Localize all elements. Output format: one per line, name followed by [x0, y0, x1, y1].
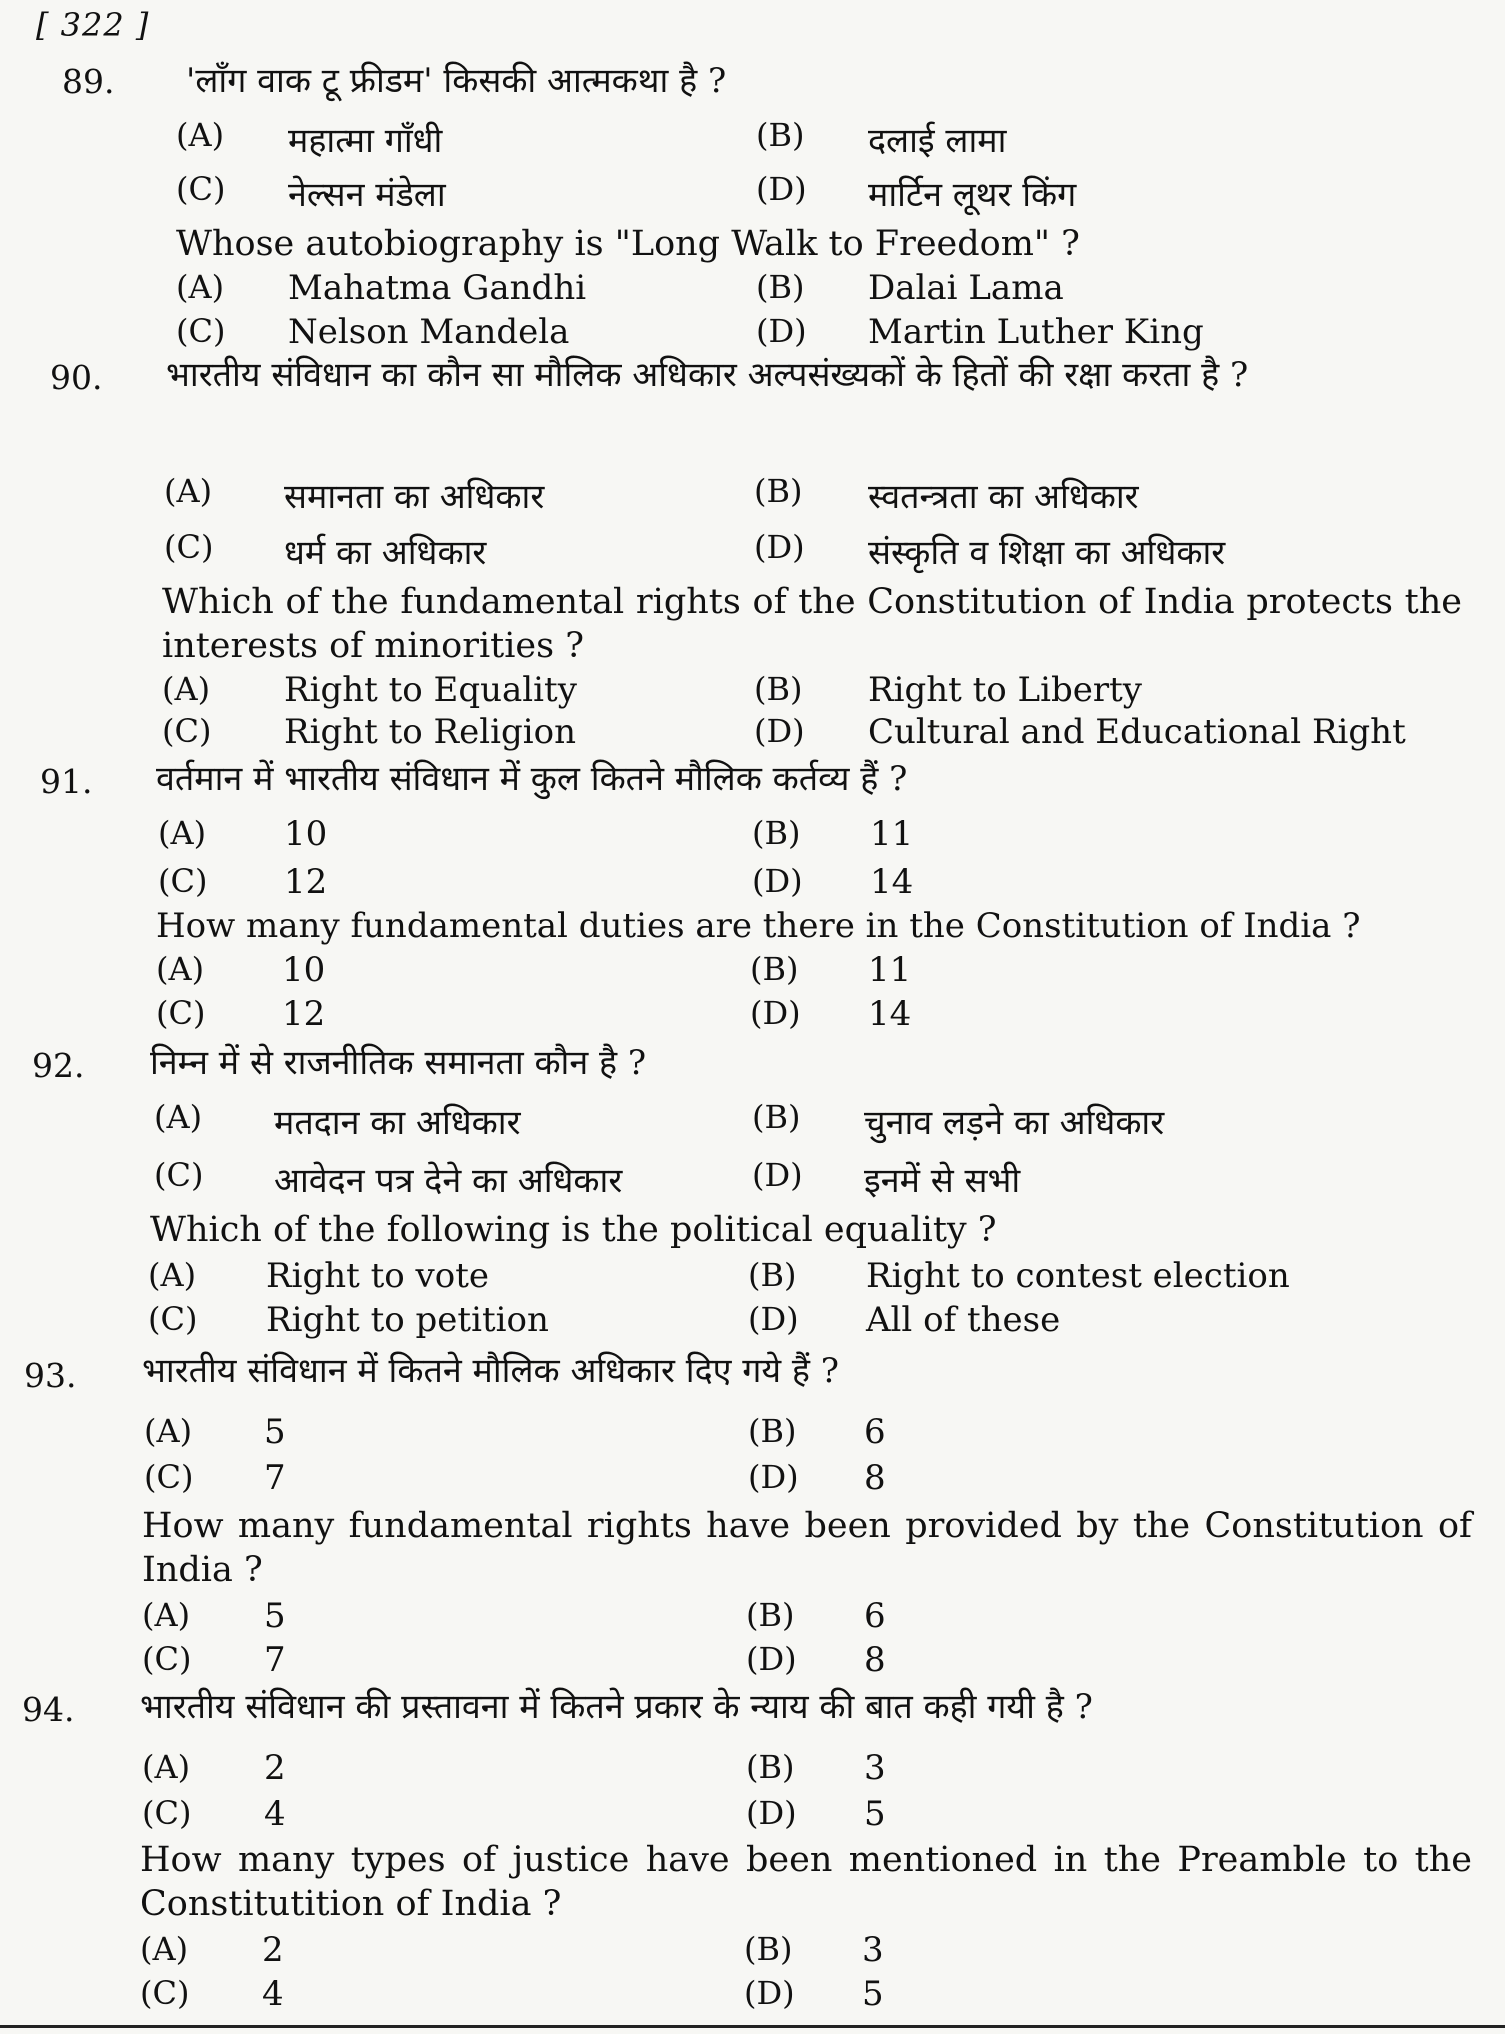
option-label: (B) [754, 472, 803, 510]
english-options-row-2 [148, 1300, 1448, 1344]
option-label: (A) [162, 670, 211, 708]
question-number: 94. [22, 1690, 75, 1729]
option-label: (A) [158, 814, 207, 852]
option-c-text: Nelson Mandela [288, 312, 570, 352]
option-label: (A) [176, 116, 225, 154]
option-a-text: 2 [262, 1930, 284, 1970]
option-c-text: Right to petition [266, 1300, 549, 1340]
option-label: (C) [156, 994, 206, 1032]
option-c-text: 12 [284, 862, 328, 902]
option-c-text: Right to Religion [284, 712, 577, 752]
option-d-text: Cultural and Educational Right [868, 712, 1406, 752]
option-d-text: 14 [868, 994, 912, 1034]
hindi-options-row-1 [176, 116, 1476, 160]
option-label: (C) [140, 1974, 190, 2012]
option-label: (C) [176, 312, 226, 350]
option-label: (C) [148, 1300, 198, 1338]
option-a-text: 5 [264, 1412, 286, 1452]
question-hindi: भारतीय संविधान का कौन सा मौलिक अधिकार अल्पसंख्यकों के हितों की रक्षा करता है ? [166, 355, 1249, 395]
option-label: (D) [756, 170, 807, 208]
option-a-text: महात्मा गाँधी [288, 121, 443, 161]
question-number: 92. [32, 1046, 85, 1085]
option-label: (C) [176, 170, 226, 208]
question-number: 93. [24, 1356, 77, 1395]
option-label: (B) [754, 670, 803, 708]
option-d-text: 8 [864, 1640, 886, 1680]
question-hindi: भारतीय संविधान की प्रस्तावना में कितने प्रकार के न्याय की बात कही गयी है ? [140, 1687, 1093, 1727]
option-label: (A) [140, 1930, 189, 1968]
option-label: (A) [142, 1748, 191, 1786]
english-options-row-2 [176, 312, 1476, 356]
option-d-text: इनमें से सभी [864, 1161, 1021, 1201]
option-label: (A) [164, 472, 213, 510]
option-label: (A) [176, 268, 225, 306]
question-hindi: वर्तमान में भारतीय संविधान में कुल कितने मौलिक कर्तव्य हैं ? [156, 759, 908, 799]
english-options-row-2 [140, 1974, 1440, 2018]
option-label: (C) [154, 1156, 204, 1194]
option-b-text: 6 [864, 1412, 886, 1452]
option-label: (B) [756, 116, 805, 154]
question-english: Which of the fundamental rights of the Constitution of India protects the interests of minorities ? [162, 582, 1462, 666]
option-d-text: संस्कृति व शिक्षा का अधिकार [868, 533, 1226, 573]
option-label: (C) [142, 1794, 192, 1832]
option-label: (D) [744, 1974, 795, 2012]
option-c-text: 7 [264, 1640, 286, 1680]
question-english: Which of the following is the political equality ? [150, 1210, 997, 1250]
hindi-options-row-1 [164, 472, 1464, 516]
option-label: (D) [756, 312, 807, 350]
option-label: (B) [748, 1256, 797, 1294]
option-a-text: Right to Equality [284, 670, 577, 710]
question-number: 89. [62, 62, 115, 101]
option-a-text: Right to vote [266, 1256, 490, 1296]
option-label: (B) [752, 814, 801, 852]
english-options-row-2 [142, 1640, 1442, 1684]
option-label: (B) [744, 1930, 793, 1968]
option-b-text: 3 [864, 1748, 886, 1788]
option-b-text: Dalai Lama [868, 268, 1064, 308]
english-options-row-1 [156, 950, 1456, 994]
english-options-row-1 [140, 1930, 1440, 1974]
option-d-text: 5 [864, 1794, 886, 1834]
option-label: (D) [748, 1300, 799, 1338]
option-label: (C) [142, 1640, 192, 1678]
option-a-text: Mahatma Gandhi [288, 268, 587, 308]
option-c-text: आवेदन पत्र देने का अधिकार [274, 1161, 623, 1201]
hindi-options-row-1 [158, 814, 1458, 858]
question-english: How many fundamental duties are there in the Constitution of India ? [156, 906, 1361, 946]
hindi-options-row-1 [154, 1098, 1454, 1142]
option-b-text: Right to contest election [866, 1256, 1290, 1296]
option-a-text: मतदान का अधिकार [274, 1103, 521, 1143]
option-d-text: 5 [862, 1974, 884, 2014]
option-a-text: समानता का अधिकार [284, 477, 545, 517]
option-b-text: 11 [868, 950, 912, 990]
hindi-options-row-1 [142, 1748, 1442, 1792]
option-a-text: 2 [264, 1748, 286, 1788]
option-d-text: 14 [870, 862, 914, 902]
question-number: 91. [40, 762, 93, 801]
option-b-text: Right to Liberty [868, 670, 1143, 710]
english-options-row-1 [176, 268, 1476, 312]
option-label: (C) [158, 862, 208, 900]
option-b-text: 6 [864, 1596, 886, 1636]
option-label: (D) [754, 528, 805, 566]
question-english: How many fundamental rights have been provided by the Constitution of India ? [142, 1506, 1472, 1590]
hindi-options-row-1 [144, 1412, 1444, 1456]
option-d-text: मार्टिन लूथर किंग [868, 175, 1077, 215]
option-label: (B) [746, 1748, 795, 1786]
english-options-row-2 [156, 994, 1456, 1038]
question-hindi: 'लाँग वाक टू फ्रीडम' किसकी आत्मकथा है ? [186, 61, 727, 101]
option-a-text: 5 [264, 1596, 286, 1636]
option-label: (D) [746, 1794, 797, 1832]
option-c-text: 4 [262, 1974, 284, 2014]
option-d-text: All of these [866, 1300, 1061, 1340]
option-label: (D) [752, 1156, 803, 1194]
english-options-row-2 [162, 712, 1462, 756]
option-label: (B) [752, 1098, 801, 1136]
option-label: (C) [162, 712, 212, 750]
option-a-text: 10 [284, 814, 328, 854]
page-number: [ 322 ] [36, 6, 150, 44]
option-c-text: धर्म का अधिकार [284, 533, 487, 573]
english-options-row-1 [142, 1596, 1442, 1640]
hindi-options-row-2 [158, 862, 1458, 906]
option-c-text: 12 [282, 994, 326, 1034]
question-number: 90. [50, 358, 103, 397]
option-a-text: 10 [282, 950, 326, 990]
option-label: (B) [748, 1412, 797, 1450]
option-label: (B) [750, 950, 799, 988]
option-label: (B) [746, 1596, 795, 1634]
hindi-options-row-2 [164, 528, 1464, 572]
question-hindi: भारतीय संविधान में कितने मौलिक अधिकार दिए गये हैं ? [142, 1351, 839, 1391]
option-label: (D) [754, 712, 805, 750]
english-options-row-1 [162, 670, 1462, 714]
option-label: (A) [148, 1256, 197, 1294]
option-label: (A) [154, 1098, 203, 1136]
option-label: (C) [144, 1458, 194, 1496]
option-d-text: Martin Luther King [868, 312, 1204, 352]
bottom-rule [0, 2025, 1505, 2028]
option-c-text: नेल्सन मंडेला [288, 175, 446, 215]
option-b-text: दलाई लामा [868, 121, 1007, 161]
option-c-text: 7 [264, 1458, 286, 1498]
hindi-options-row-2 [154, 1156, 1454, 1200]
hindi-options-row-2 [144, 1458, 1444, 1502]
english-options-row-1 [148, 1256, 1448, 1300]
question-english: How many types of justice have been mentioned in the Preamble to the Constitutition of India ? [140, 1840, 1472, 1924]
option-label: (D) [746, 1640, 797, 1678]
option-label: (A) [156, 950, 205, 988]
question-english: Whose autobiography is "Long Walk to Freedom" ? [176, 224, 1080, 264]
option-b-text: 11 [870, 814, 914, 854]
option-b-text: 3 [862, 1930, 884, 1970]
option-d-text: 8 [864, 1458, 886, 1498]
option-b-text: चुनाव लड़ने का अधिकार [864, 1103, 1165, 1143]
option-b-text: स्वतन्त्रता का अधिकार [868, 477, 1139, 517]
hindi-options-row-2 [176, 170, 1476, 214]
option-label: (A) [142, 1596, 191, 1634]
option-label: (B) [756, 268, 805, 306]
hindi-options-row-2 [142, 1794, 1442, 1838]
option-label: (D) [748, 1458, 799, 1496]
option-label: (C) [164, 528, 214, 566]
option-label: (A) [144, 1412, 193, 1450]
option-label: (D) [752, 862, 803, 900]
question-hindi: निम्न में से राजनीतिक समानता कौन है ? [150, 1043, 647, 1083]
option-c-text: 4 [264, 1794, 286, 1834]
option-label: (D) [750, 994, 801, 1032]
